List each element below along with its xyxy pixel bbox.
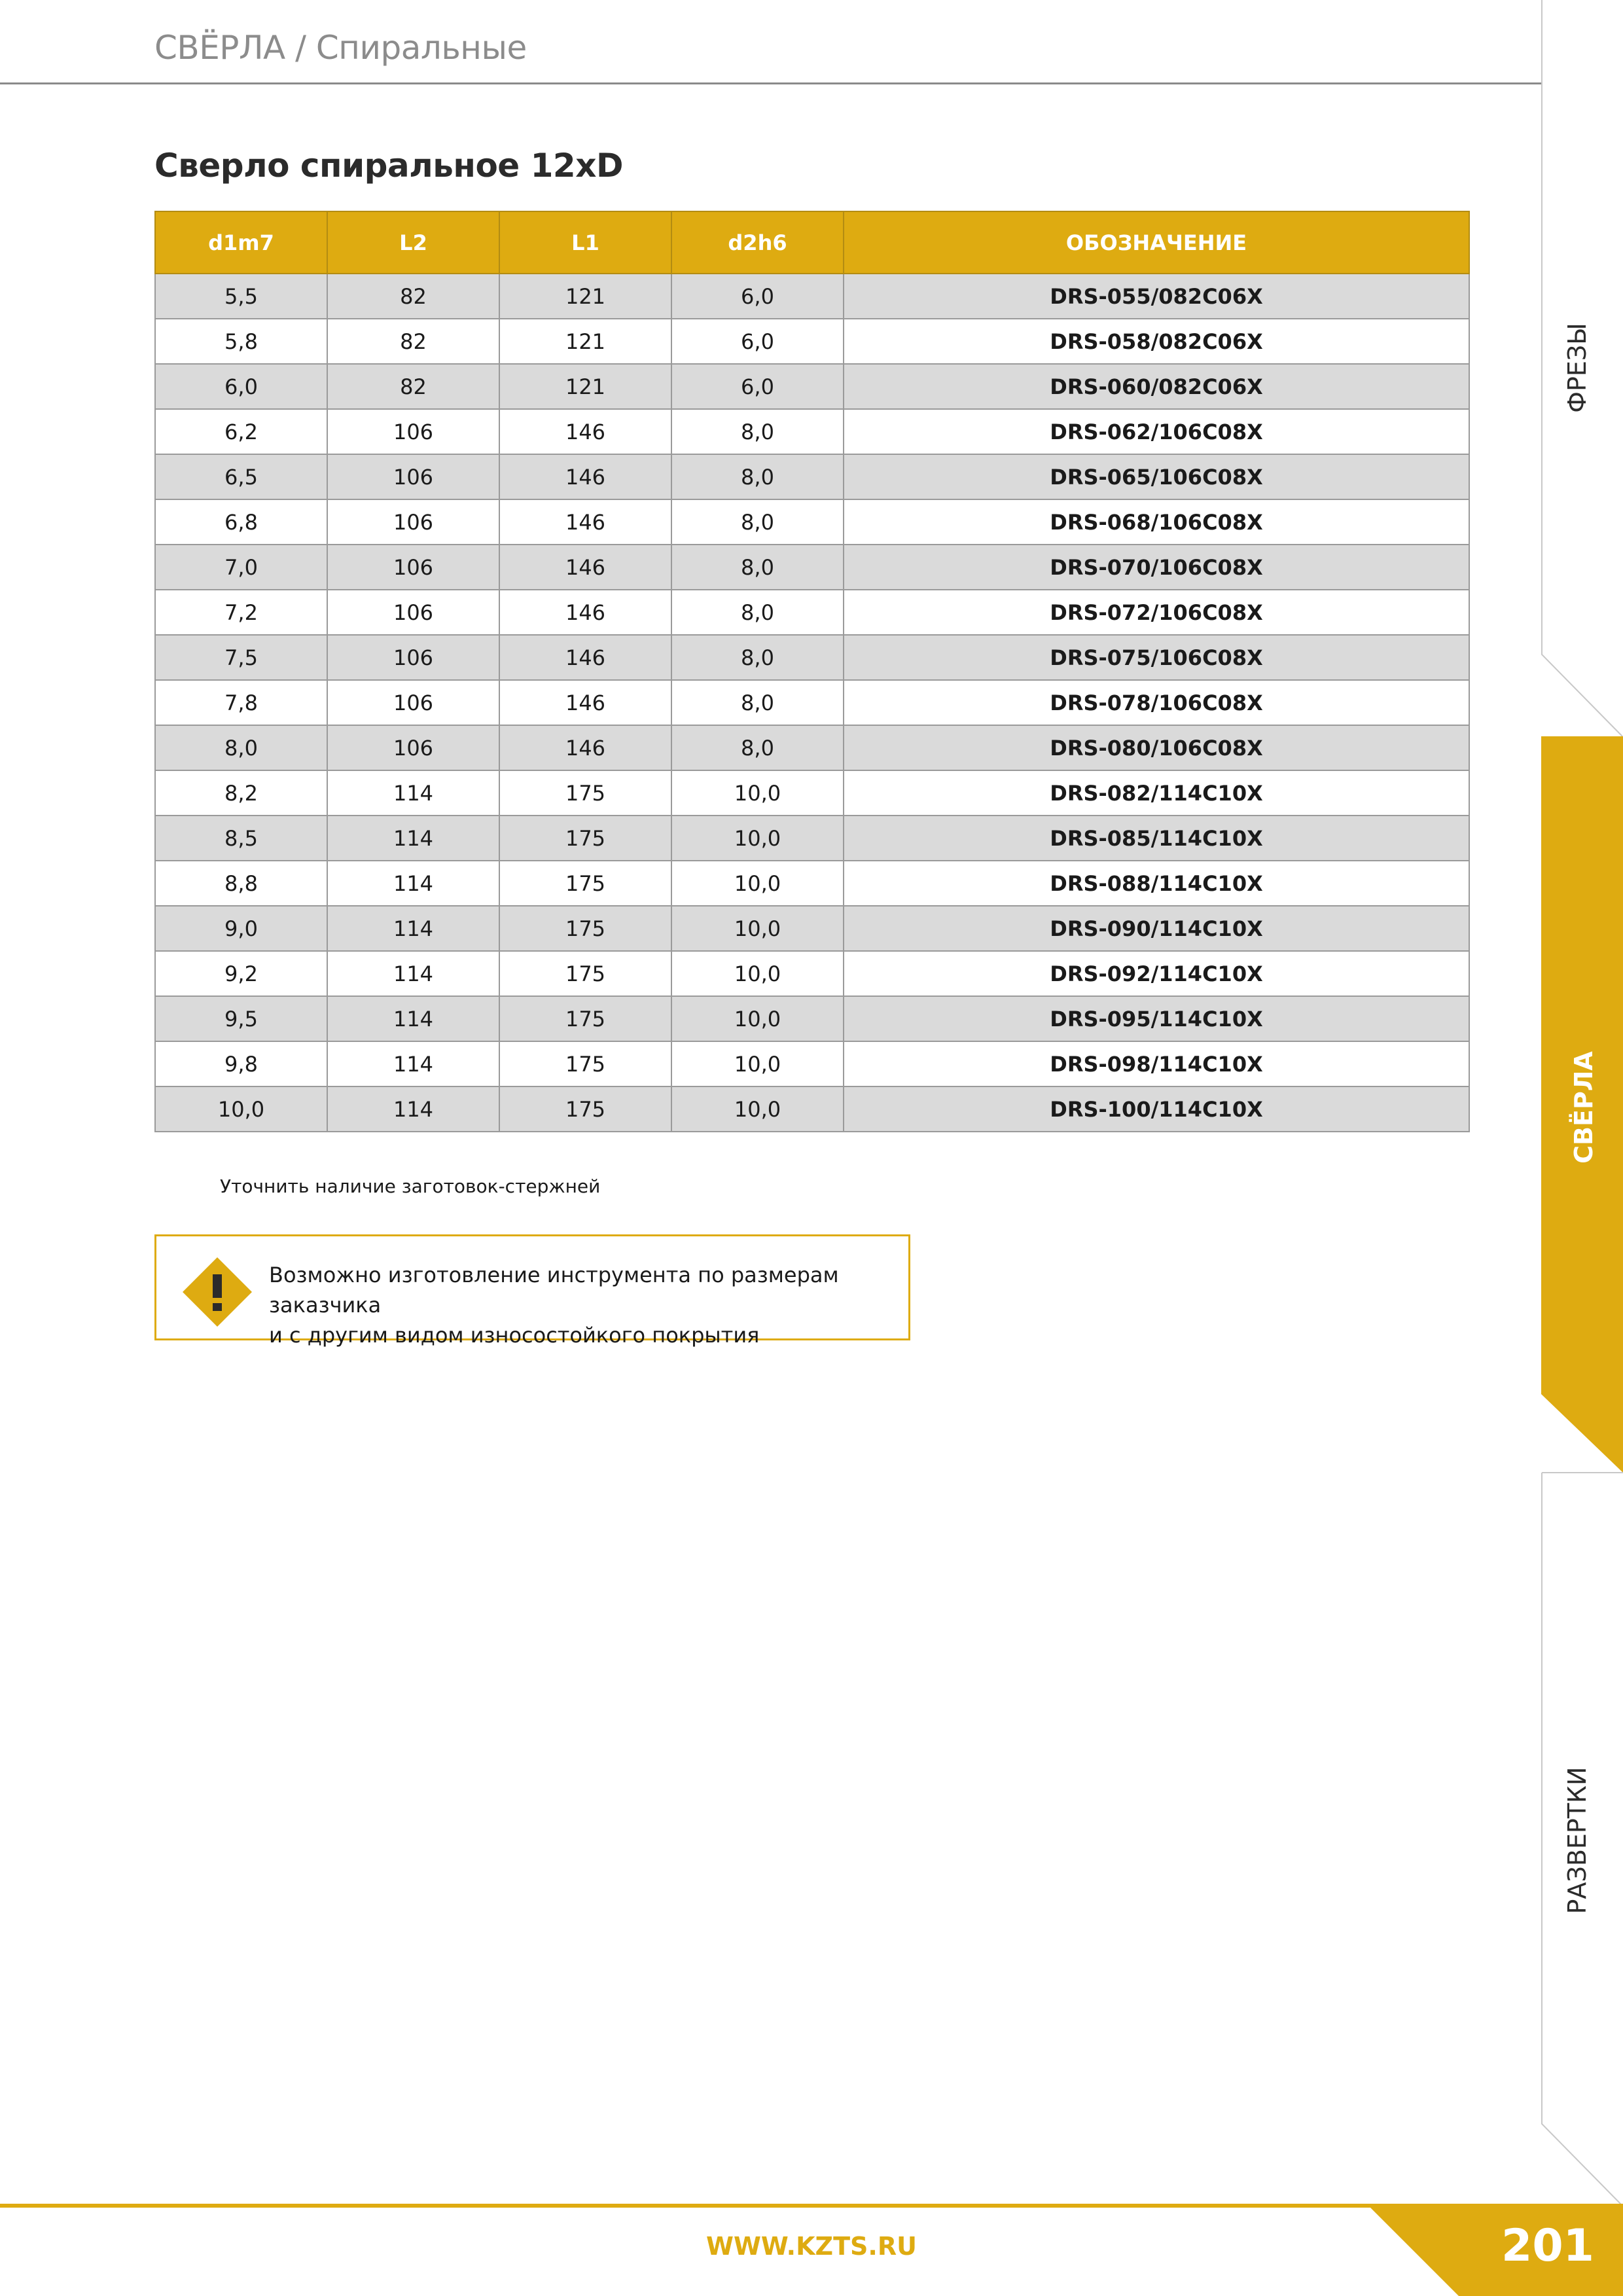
cell-d2h6: 8,0 bbox=[671, 680, 844, 725]
table-row bbox=[155, 590, 1469, 635]
breadcrumb: СВЁРЛА / Спиральные bbox=[154, 29, 527, 67]
cell-l1: 175 bbox=[499, 1086, 671, 1132]
side-tab-milling[interactable]: ФРЕЗЫ bbox=[1563, 323, 1592, 413]
cell-d2h6: 10,0 bbox=[671, 996, 844, 1041]
cell-d2h6: 8,0 bbox=[671, 545, 844, 590]
cell-designation: DRS-080/106C08X bbox=[844, 725, 1469, 770]
cell-d1m7: 5,5 bbox=[155, 274, 327, 319]
cell-d1m7: 5,8 bbox=[155, 319, 327, 364]
cell-l1: 121 bbox=[499, 274, 671, 319]
cell-d1m7: 8,0 bbox=[155, 725, 327, 770]
cell-l2: 114 bbox=[327, 906, 499, 951]
cell-d1m7: 9,2 bbox=[155, 951, 327, 996]
cell-designation: DRS-095/114C10X bbox=[844, 996, 1469, 1041]
cell-d2h6: 10,0 bbox=[671, 770, 844, 816]
footer-website-link[interactable]: WWW.KZTS.RU bbox=[706, 2232, 917, 2261]
table-row bbox=[155, 725, 1469, 770]
cell-l2: 106 bbox=[327, 545, 499, 590]
cell-d2h6: 8,0 bbox=[671, 725, 844, 770]
cell-d1m7: 7,0 bbox=[155, 545, 327, 590]
cell-l1: 146 bbox=[499, 409, 671, 454]
cell-l2: 114 bbox=[327, 770, 499, 816]
cell-designation: DRS-092/114C10X bbox=[844, 951, 1469, 996]
cell-d1m7: 8,2 bbox=[155, 770, 327, 816]
cell-d1m7: 6,8 bbox=[155, 499, 327, 545]
cell-d1m7: 6,5 bbox=[155, 454, 327, 499]
cell-d2h6: 10,0 bbox=[671, 906, 844, 951]
availability-note: Уточнить наличие заготовок-стержней bbox=[220, 1175, 601, 1197]
cell-l1: 175 bbox=[499, 770, 671, 816]
cell-d1m7: 6,2 bbox=[155, 409, 327, 454]
cell-l1: 146 bbox=[499, 454, 671, 499]
table-header-row bbox=[155, 211, 1469, 274]
cell-l1: 175 bbox=[499, 906, 671, 951]
cell-d2h6: 10,0 bbox=[671, 861, 844, 906]
cell-l2: 114 bbox=[327, 951, 499, 996]
table-row bbox=[155, 454, 1469, 499]
cell-designation: DRS-058/082C06X bbox=[844, 319, 1469, 364]
cell-l2: 106 bbox=[327, 454, 499, 499]
cell-designation: DRS-055/082C06X bbox=[844, 274, 1469, 319]
cell-d1m7: 7,5 bbox=[155, 635, 327, 680]
table-row bbox=[155, 499, 1469, 545]
cell-designation: DRS-088/114C10X bbox=[844, 861, 1469, 906]
cell-d2h6: 10,0 bbox=[671, 816, 844, 861]
table-row bbox=[155, 816, 1469, 861]
cell-l2: 82 bbox=[327, 364, 499, 409]
table-row bbox=[155, 996, 1469, 1041]
custom-order-notice bbox=[154, 1234, 910, 1348]
column-header-l2: L2 bbox=[327, 211, 499, 274]
cell-designation: DRS-062/106C08X bbox=[844, 409, 1469, 454]
warning-icon bbox=[181, 1256, 253, 1328]
cell-designation: DRS-082/114C10X bbox=[844, 770, 1469, 816]
cell-d1m7: 7,8 bbox=[155, 680, 327, 725]
cell-d1m7: 8,8 bbox=[155, 861, 327, 906]
notice-line-2: и с другим видом износостойкого покрытия bbox=[269, 1323, 760, 1348]
cell-l1: 175 bbox=[499, 816, 671, 861]
cell-designation: DRS-072/106C08X bbox=[844, 590, 1469, 635]
cell-l2: 114 bbox=[327, 1041, 499, 1086]
cell-l2: 114 bbox=[327, 861, 499, 906]
cell-d1m7: 9,0 bbox=[155, 906, 327, 951]
cell-l1: 175 bbox=[499, 951, 671, 996]
table-row bbox=[155, 1086, 1469, 1132]
notice-line-1: Возможно изготовление инструмента по размерам заказчика bbox=[269, 1263, 839, 1318]
table-row bbox=[155, 906, 1469, 951]
cell-d1m7: 9,5 bbox=[155, 996, 327, 1041]
cell-l1: 121 bbox=[499, 319, 671, 364]
cell-designation: DRS-075/106C08X bbox=[844, 635, 1469, 680]
cell-l1: 175 bbox=[499, 1041, 671, 1086]
cell-l1: 146 bbox=[499, 680, 671, 725]
cell-designation: DRS-100/114C10X bbox=[844, 1086, 1469, 1132]
table-row bbox=[155, 861, 1469, 906]
table-row bbox=[155, 635, 1469, 680]
cell-d1m7: 6,0 bbox=[155, 364, 327, 409]
cell-l1: 146 bbox=[499, 725, 671, 770]
cell-l1: 146 bbox=[499, 590, 671, 635]
drill-spec-table bbox=[154, 211, 1470, 1132]
cell-designation: DRS-090/114C10X bbox=[844, 906, 1469, 951]
table-row bbox=[155, 274, 1469, 319]
notice-text bbox=[269, 1260, 908, 1350]
cell-d1m7: 8,5 bbox=[155, 816, 327, 861]
cell-d1m7: 7,2 bbox=[155, 590, 327, 635]
cell-l2: 106 bbox=[327, 725, 499, 770]
cell-d1m7: 10,0 bbox=[155, 1086, 327, 1132]
cell-d2h6: 8,0 bbox=[671, 454, 844, 499]
cell-l1: 175 bbox=[499, 861, 671, 906]
cell-designation: DRS-060/082C06X bbox=[844, 364, 1469, 409]
side-tab-reamers[interactable]: РАЗВЕРТКИ bbox=[1563, 1767, 1592, 1914]
cell-l2: 82 bbox=[327, 274, 499, 319]
cell-l2: 106 bbox=[327, 409, 499, 454]
cell-d2h6: 10,0 bbox=[671, 1041, 844, 1086]
cell-d2h6: 6,0 bbox=[671, 364, 844, 409]
cell-l1: 146 bbox=[499, 545, 671, 590]
cell-l2: 114 bbox=[327, 816, 499, 861]
table-row bbox=[155, 1041, 1469, 1086]
cell-l1: 146 bbox=[499, 499, 671, 545]
cell-l1: 121 bbox=[499, 364, 671, 409]
table-row bbox=[155, 319, 1469, 364]
table-row bbox=[155, 409, 1469, 454]
table-row bbox=[155, 545, 1469, 590]
cell-designation: DRS-078/106C08X bbox=[844, 680, 1469, 725]
cell-l2: 82 bbox=[327, 319, 499, 364]
page-title: Сверло спиральное 12xD bbox=[154, 147, 623, 185]
cell-designation: DRS-085/114C10X bbox=[844, 816, 1469, 861]
cell-d2h6: 6,0 bbox=[671, 274, 844, 319]
table-row bbox=[155, 770, 1469, 816]
cell-l2: 114 bbox=[327, 1086, 499, 1132]
table-row bbox=[155, 364, 1469, 409]
cell-l2: 106 bbox=[327, 499, 499, 545]
cell-d2h6: 6,0 bbox=[671, 319, 844, 364]
cell-d2h6: 10,0 bbox=[671, 951, 844, 996]
table-body bbox=[155, 274, 1469, 1132]
cell-l2: 106 bbox=[327, 590, 499, 635]
cell-designation: DRS-098/114C10X bbox=[844, 1041, 1469, 1086]
cell-designation: DRS-065/106C08X bbox=[844, 454, 1469, 499]
table-row bbox=[155, 680, 1469, 725]
column-header-d1m7: d1m7 bbox=[155, 211, 327, 274]
cell-l2: 106 bbox=[327, 635, 499, 680]
cell-d1m7: 9,8 bbox=[155, 1041, 327, 1086]
cell-d2h6: 8,0 bbox=[671, 635, 844, 680]
cell-l1: 175 bbox=[499, 996, 671, 1041]
cell-designation: DRS-070/106C08X bbox=[844, 545, 1469, 590]
column-header-d2h6: d2h6 bbox=[671, 211, 844, 274]
side-tab-drills[interactable]: СВЁРЛА bbox=[1569, 1051, 1598, 1164]
table-row bbox=[155, 951, 1469, 996]
cell-l2: 114 bbox=[327, 996, 499, 1041]
cell-d2h6: 8,0 bbox=[671, 499, 844, 545]
cell-l1: 146 bbox=[499, 635, 671, 680]
cell-d2h6: 10,0 bbox=[671, 1086, 844, 1132]
column-header-designation: ОБОЗНАЧЕНИЕ bbox=[844, 211, 1469, 274]
cell-l2: 106 bbox=[327, 680, 499, 725]
page-number: 201 bbox=[1501, 2220, 1594, 2272]
column-header-l1: L1 bbox=[499, 211, 671, 274]
cell-d2h6: 8,0 bbox=[671, 409, 844, 454]
cell-d2h6: 8,0 bbox=[671, 590, 844, 635]
header-divider bbox=[0, 82, 1541, 84]
cell-designation: DRS-068/106C08X bbox=[844, 499, 1469, 545]
